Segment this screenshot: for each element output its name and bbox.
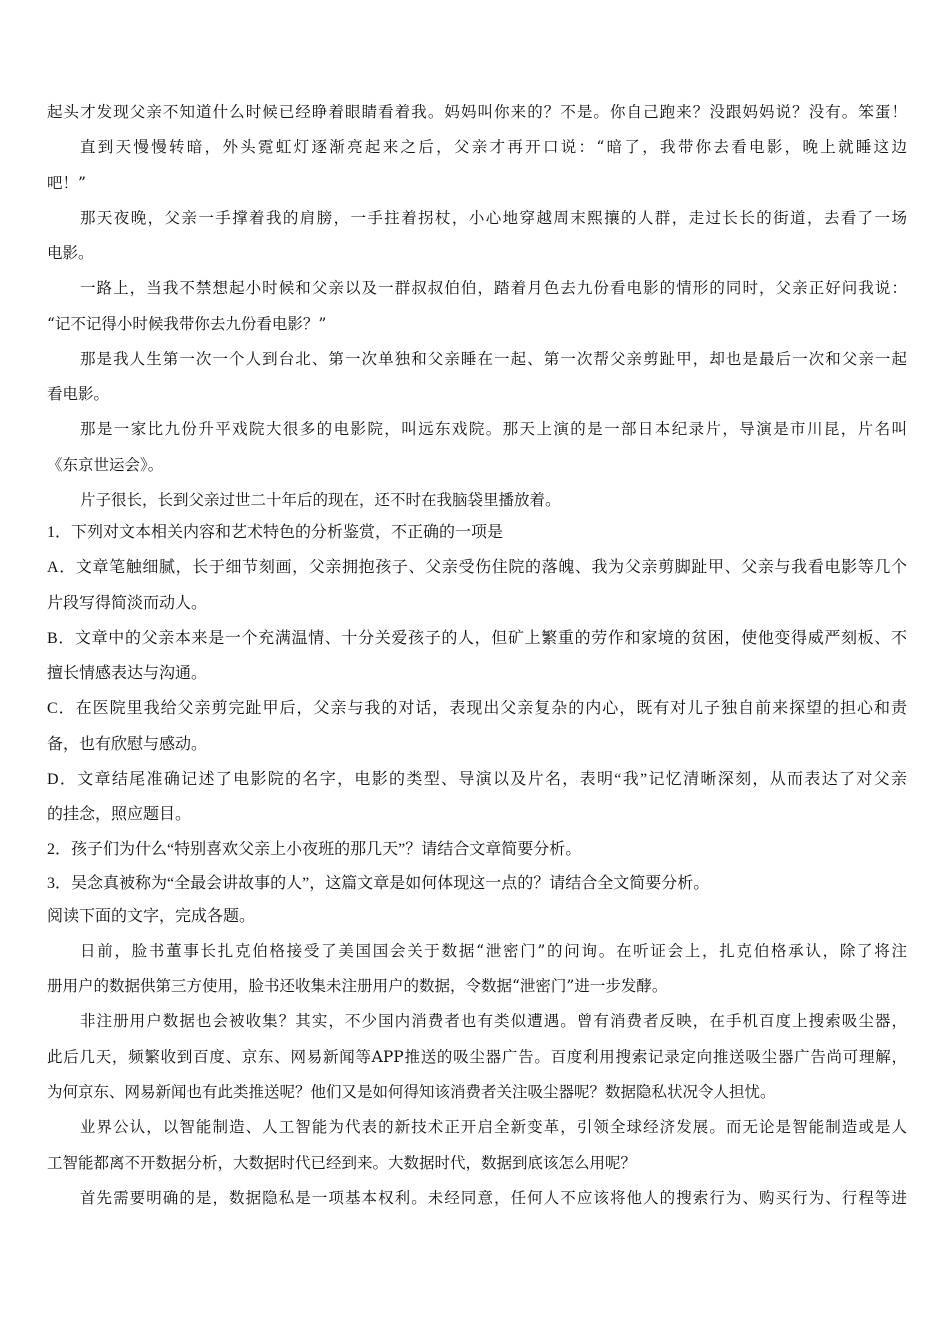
text-line: 日前，脸书董事长扎克伯格接受了美国国会关于数据“泄密门”的问询。在听证会上，扎克伯格承认，除了将注 bbox=[80, 942, 907, 960]
question-3: 3．吴念真被称为“全最会讲故事的人”，这篇文章是如何体现这一点的？请结合全文简要分析。 bbox=[47, 875, 710, 892]
text-line: 擅长情感表达与沟通。 bbox=[47, 665, 208, 682]
text-line: 首先需要明确的是，数据隐私是一项基本权利。未经同意，任何人不应该将他人的搜索行为、购买行为、行程等进 bbox=[80, 1189, 907, 1207]
text-line: 电影。 bbox=[47, 244, 94, 262]
text-line: 那天夜晚，父亲一手撑着我的肩膀，一手拄着拐杖，小心地穿越周末熙攘的人群，走过长长的街道，去看了一场 bbox=[80, 209, 907, 227]
text-line: 此后几天，频繁收到百度、京东、网易新闻等APP推送的吸尘器广告。百度利用搜索记录定向推送吸尘器广告尚可理解， bbox=[47, 1048, 907, 1066]
text-line: 为何京东、网易新闻也有此类推送呢？他们又是如何得知该消费者关注吸尘器呢？数据隐私状况令人担忧。 bbox=[47, 1083, 776, 1101]
text-line: 备，也有欣慰与感动。 bbox=[47, 736, 208, 753]
text-line: 直到天慢慢转暗，外头霓虹灯逐渐亮起来之后，父亲才再开口说：“暗了，我带你去看电影，晚上就睡这边 bbox=[80, 138, 907, 156]
text-line: 看电影。 bbox=[47, 385, 110, 403]
text-line: 业界公认，以智能制造、人工智能为代表的新技术正开启全新变革，引领全球经济发展。而无论是智能制造或是人 bbox=[80, 1118, 907, 1136]
option-b: B．文章中的父亲本来是一个充满温情、十分关爱孩子的人，但矿上繁重的劳作和家境的贫困，使他变得威严刻板、不 bbox=[47, 630, 907, 647]
text-line: 那是一家比九份升平戏院大很多的电影院，叫远东戏院。那天上演的是一部日本纪录片，导演是市川昆，片名叫 bbox=[80, 420, 907, 438]
text-line: 工智能都离不开数据分析，大数据时代已经到来。大数据时代，数据到底该怎么用呢？ bbox=[47, 1154, 637, 1172]
text-line: 那是我人生第一次一个人到台北、第一次单独和父亲睡在一起、第一次帮父亲剪趾甲，却也是最后一次和父亲一起 bbox=[80, 350, 907, 368]
option-c: C．在医院里我给父亲剪完趾甲后，父亲与我的对话，表现出父亲复杂的内心，既有对儿子独自前来探望的担心和责 bbox=[47, 700, 907, 717]
text-line: 册用户的数据供第三方使用，脸书还收集未注册用户的数据，令数据“泄密门”进一步发酵。 bbox=[47, 977, 668, 995]
text-line: 的挂念，照应题目。 bbox=[47, 806, 192, 823]
text-line: 非注册用户数据也会被收集？其实，不少国内消费者也有类似遭遇。曾有消费者反映，在手机百度上搜索吸尘器， bbox=[80, 1012, 907, 1030]
question-1: 1．下列对文本相关内容和艺术特色的分析鉴赏，不正确的一项是 bbox=[47, 524, 504, 541]
text-line: 一路上，当我不禁想起小时候和父亲以及一群叔叔伯伯，踏着月色去九份看电影的情形的同时，父亲正好问我说： bbox=[80, 279, 907, 297]
question-2: 2．孩子们为什么“特别喜欢父亲上小夜班的那几天”？请结合文章简要分析。 bbox=[47, 841, 582, 858]
option-d: D．文章结尾准确记述了电影院的名字，电影的类型、导演以及片名，表明“我”记忆清晰深刻，从而表达了对父亲 bbox=[47, 771, 907, 788]
text-line: 片子很长，长到父亲过世二十年后的现在，还不时在我脑袋里播放着。 bbox=[80, 491, 561, 509]
option-a: A．文章笔触细腻，长于细节刻画，父亲拥抱孩子、父亲受伤住院的落魄、我为父亲剪脚趾甲、父亲与我看电影等几个 bbox=[47, 559, 907, 576]
text-line: “记不记得小时候我带你去九份看电影？” bbox=[47, 315, 327, 333]
text-line: 《东京世运会》。 bbox=[47, 456, 164, 474]
section-instruction: 阅读下面的文字，完成各题。 bbox=[47, 908, 256, 925]
text-line: 吧！” bbox=[47, 174, 86, 192]
text-line: 片段写得简淡而动人。 bbox=[47, 595, 208, 612]
text-line: 起头才发现父亲不知道什么时候已经睁着眼睛看着我。妈妈叫你来的？不是。你自己跑来？没跟妈妈说？没有。笨蛋！ bbox=[47, 103, 907, 121]
